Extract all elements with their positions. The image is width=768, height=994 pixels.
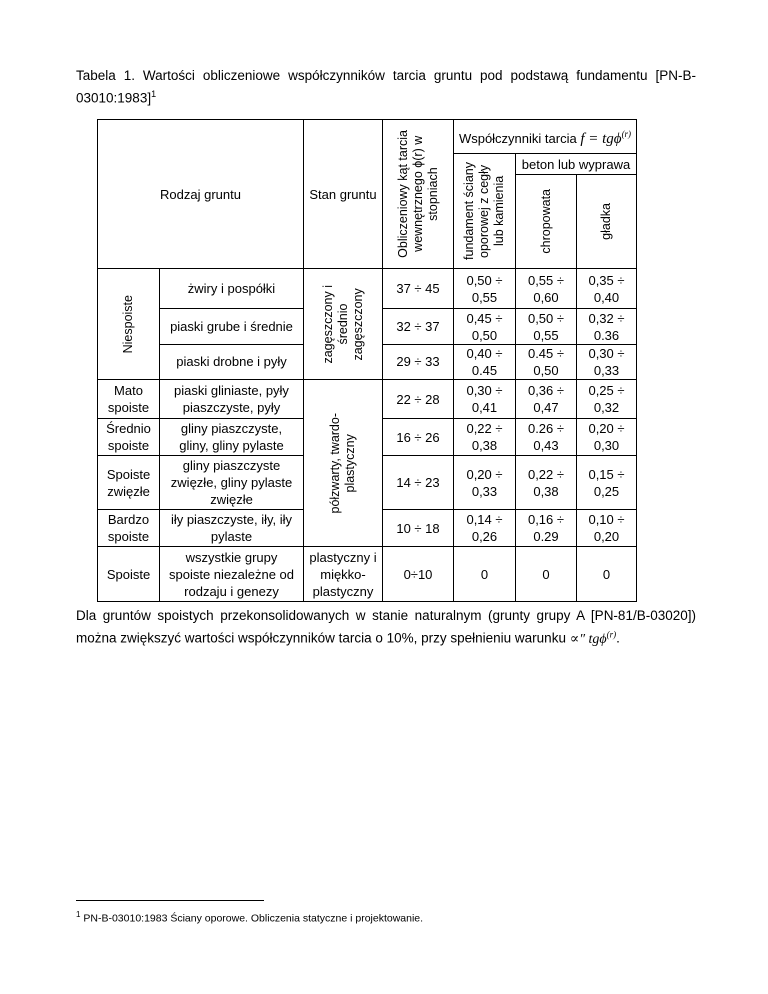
soil-cell: gliny piaszczyste, gliny, gliny pylaste [160,419,304,456]
f2-cell: 0 [516,547,577,602]
soil-cell: żwiry i pospółki [160,269,304,309]
header-chropowata-text: chropowata [538,189,553,254]
header-formula [580,128,632,147]
f2-cell: 0,16 ÷ 0.29 [516,510,577,547]
f1-cell: 0 [454,547,516,602]
header-stan: Stan gruntu [304,120,383,269]
header-gladka [577,175,637,269]
header-wspolczynniki-prefix: Współczynniki tarcia [458,130,577,146]
f3-cell: 0,20 ÷ 0,30 [577,419,637,456]
soil-cell: piaski grube i średnie [160,309,304,344]
f2-cell: 0.26 ÷ 0,43 [516,419,577,456]
angle-cell: 37 ÷ 45 [383,269,454,309]
table-row [98,547,637,602]
group-mato-spoiste: Mato spoiste [98,380,160,419]
footnote-divider [76,900,264,901]
table-row [98,380,637,419]
angle-cell: 22 ÷ 28 [383,380,454,419]
soil-cell: piaski drobne i pyły [160,344,304,379]
soil-cell: gliny piaszczyste zwięzłe, gliny pylaste zwięzłe [160,456,304,510]
soil-cell: wszystkie grupy spoiste niezależne od rodzaju i genezy [160,547,304,602]
group-spoiste-zwiezle: Spoiste zwięzłe [98,456,160,510]
f3-cell: 0,35 ÷ 0,40 [577,269,637,309]
group-srednio-spoiste: Średnio spoiste [98,419,160,456]
note-formula-main: ∝″ tgϕ [569,631,607,647]
f2-cell: 0,22 ÷ 0,38 [516,456,577,510]
note-formula [569,629,617,647]
table-row [98,269,637,309]
f1-cell: 0,30 ÷ 0,41 [454,380,516,419]
footnote-number: 1 [76,910,81,919]
f1-cell: 0,40 ÷ 0.45 [454,344,516,379]
f1-cell: 0,45 ÷ 0,50 [454,309,516,344]
header-angle [383,120,454,269]
f3-cell: 0,15 ÷ 0,25 [577,456,637,510]
angle-cell: 0÷10 [383,547,454,602]
state-zageszczony [304,269,383,380]
f3-cell: 0,30 ÷ 0,33 [577,344,637,379]
soil-cell: piaski gliniaste, pyły piaszczyste, pyły [160,380,304,419]
group-niespoiste-text: Niespoiste [121,294,135,354]
footnote [76,908,423,926]
f1-cell: 0,14 ÷ 0,26 [454,510,516,547]
header-fundament-text: fundament ściany oporowej z cegły lub kamienia [462,162,506,260]
header-wspolczynniki [454,120,637,154]
header-chropowata [516,175,577,269]
group-spoiste: Spoiste [98,547,160,602]
friction-table [97,119,637,602]
note-end: . [616,630,620,646]
f3-cell: 0,25 ÷ 0,32 [577,380,637,419]
angle-cell: 14 ÷ 23 [383,456,454,510]
f2-cell: 0,50 ÷ 0,55 [516,309,577,344]
group-niespoiste [98,269,160,380]
state-plastyczny: plastyczny i miękko- plastyczny [304,547,383,602]
f3-cell: 0,10 ÷ 0,20 [577,510,637,547]
note-formula-sup: (r) [606,629,617,639]
angle-cell: 10 ÷ 18 [383,510,454,547]
f2-cell: 0,36 ÷ 0,47 [516,380,577,419]
state-polzwarty [304,380,383,547]
header-formula-sup: (r) [621,128,632,139]
group-bardzo-spoiste: Bardzo spoiste [98,510,160,547]
f1-cell: 0,20 ÷ 0,33 [454,456,516,510]
header-gladka-text: gładka [599,203,613,240]
header-beton: beton lub wyprawa [516,154,637,175]
angle-cell: 29 ÷ 33 [383,344,454,379]
caption-footnote-ref: 1 [151,89,157,99]
header-rodzaj: Rodzaj gruntu [98,120,304,269]
footnote-text: PN-B-03010:1983 Ściany oporowe. Obliczenia statyczne i projektowanie. [83,912,424,925]
soil-cell: iły piaszczyste, iły, iły pylaste [160,510,304,547]
f3-cell: 0,32 ÷ 0.36 [577,309,637,344]
angle-cell: 32 ÷ 37 [383,309,454,344]
f1-cell: 0,50 ÷ 0,55 [454,269,516,309]
note-text: Dla gruntów spoistych przekonsolidowanych w stanie naturalnym (grunty grupy A [PN-81/B-03020]) można zwiększyć wartości współczynników tarcia o 10%, przy spełnieniu warunku [76,608,696,646]
f2-cell: 0.45 ÷ 0,50 [516,344,577,379]
state-polzwarty-text: półzwarty, twardo- plastyczny [328,412,357,514]
f2-cell: 0,55 ÷ 0,60 [516,269,577,309]
header-formula-main: f = tgϕ [580,130,622,147]
caption-text: Tabela 1. Wartości obliczeniowe współczynników tarcia gruntu pod podstawą fundamentu [PN-B-03010:1983] [76,68,696,106]
note-paragraph [76,606,696,649]
state-zageszczony-text: zagęszczony i średnio zagęszczony [320,284,365,364]
header-fundament [454,154,516,269]
f3-cell: 0 [577,547,637,602]
table-caption [76,66,696,108]
header-angle-text: Obliczeniowy kąt tarcia wewnętrznego ϕ(r) w stopniach [395,130,440,258]
angle-cell: 16 ÷ 26 [383,419,454,456]
f1-cell: 0,22 ÷ 0,38 [454,419,516,456]
